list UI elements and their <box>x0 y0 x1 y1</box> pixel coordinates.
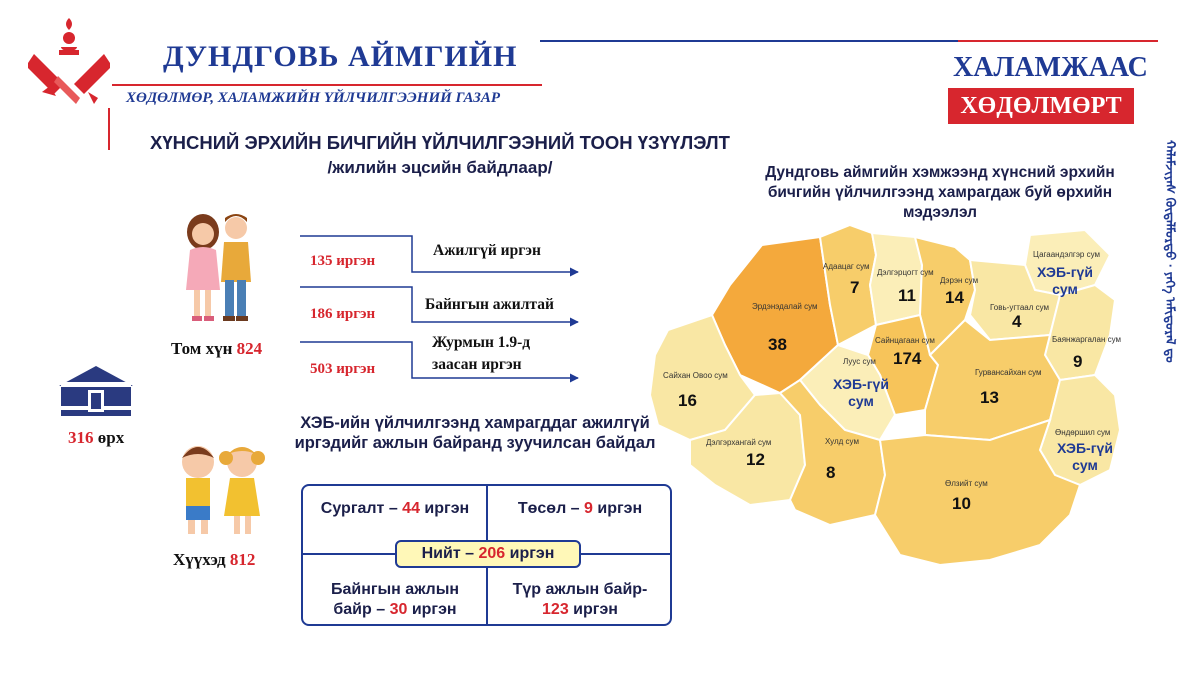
rule19-count: 503 иргэн <box>310 361 376 377</box>
soum-name-saikhan-ovoo: Сайхан Овоо сум <box>663 371 728 380</box>
employed-count: 186 иргэн <box>310 306 376 322</box>
soum-name-bayanjargalan: Баянжаргалан сум <box>1052 335 1122 344</box>
vertical-script: ᠬᠠᠯᠠᠮᠵᠢᠶᠠᠰ ᠬᠥᠳᠡᠯᠮᠦᠷᠲᠦ · ᠶᠡᠬᠡ ᠠᠮᠢᠳᠤᠷᠠᠯ ᠳᠤ <box>1163 140 1178 363</box>
man-icon <box>221 214 251 321</box>
header-divider-blue <box>540 40 960 42</box>
map-title: Дундговь аймгийн хэмжээнд хүнсний эрхийн бичгийн үйлчилгээнд хамрагдаж буй өрхийн мэдээлэл <box>765 164 1115 221</box>
soum-name-ulziit: Өлзийт сум <box>945 479 988 488</box>
rule19-label-2: заасан иргэн <box>432 356 522 373</box>
soum-value-gurvansaikhan: 13 <box>980 388 999 407</box>
slogan-line2: ХӨДӨЛМӨРТ <box>948 88 1134 124</box>
boy-icon <box>182 446 214 534</box>
soum-value-adaatsag: 7 <box>850 278 860 297</box>
soum-value-delgerkhangai: 12 <box>746 450 765 469</box>
adults-label: Том хүн <box>171 339 233 358</box>
placement-title: ХЭБ-ийн үйлчилгээнд хамрагддаг ажилгүй иргэдийг ажлын байранд зуучилсан байдал <box>294 414 656 452</box>
soum-value-luus: ХЭБ-гүй сум <box>833 376 889 409</box>
soyombo-icon <box>59 18 79 55</box>
main-title: ХҮНСНИЙ ЭРХИЙН БИЧГИЙН ҮЙЛЧИЛГЭЭНИЙ ТООН ҮЗҮҮЛЭЛТ <box>150 132 730 153</box>
soum-value-ulziit: 10 <box>952 494 971 513</box>
slogan-line1: ХАЛАМЖААС <box>953 52 1148 83</box>
main-subtitle: /жилийн эцсийн байдлаар/ <box>327 158 553 177</box>
header-divider-red <box>112 84 542 86</box>
permanent-cell: Байнгын ажлын байр – 30 иргэн <box>330 581 460 618</box>
households-total <box>68 428 124 448</box>
rule19-label-1: Журмын 1.9-д <box>432 334 531 351</box>
soum-value-delgertsogt: 11 <box>898 286 916 305</box>
training-cell: Сургалт – 44 иргэн <box>320 500 470 517</box>
ger-icon <box>55 362 137 422</box>
header-divider-red-right <box>958 40 1158 42</box>
soum-name-adaatsag: Адаацаг сум <box>823 262 870 271</box>
adults-value: 824 <box>236 339 263 358</box>
temporary-cell: Түр ажлын байр- 123 иргэн <box>512 581 648 618</box>
soum-name-delgertsogt: Дэлгэрцогт сум <box>877 268 934 277</box>
employed-label: Байнгын ажилтай <box>425 296 554 313</box>
cross-pencil-icon <box>28 54 110 104</box>
org-subtitle: ХӨДӨЛМӨР, ХАЛАМЖИЙН ҮЙЛЧИЛГЭЭНИЙ ГАЗАР <box>126 90 501 106</box>
soum-name-delgerkhangai: Дэлгэрхангай сум <box>706 438 772 447</box>
soum-name-gurvansaikhan: Гурвансайхан сум <box>975 368 1042 377</box>
soum-name-erdenedalai: Эрдэнэдалай сум <box>752 302 818 311</box>
households-value: 316 <box>68 428 94 447</box>
soum-name-luus: Луус сум <box>843 357 876 366</box>
org-title: ДУНДГОВЬ АЙМГИЙН <box>163 40 518 73</box>
soum-value-khuld: 8 <box>826 463 836 482</box>
children-label: Хүүхэд <box>173 550 226 569</box>
soum-name-deren: Дэрэн сум <box>940 276 979 285</box>
woman-icon <box>186 214 220 321</box>
soum-value-deren: 14 <box>945 288 964 307</box>
soum-name-tsagaandelger: Цагаандэлгэр сум <box>1033 250 1101 259</box>
adults-total <box>171 339 262 359</box>
unemployed-label: Ажилгүй иргэн <box>433 242 541 259</box>
region-delgertsogt <box>870 233 922 325</box>
soum-value-undurshil: ХЭБ-гүй сум <box>1057 440 1113 473</box>
logo <box>28 14 110 109</box>
unemployed-count: 135 иргэн <box>310 253 376 269</box>
girl-icon <box>219 447 265 534</box>
soum-value-govi-ugtaal: 4 <box>1012 312 1022 331</box>
left-frame-line <box>108 108 110 150</box>
children-illustration <box>168 440 273 540</box>
children-value: 812 <box>229 550 256 569</box>
soum-value-saintsagaan: 174 <box>893 349 922 368</box>
soum-value-erdenedalai: 38 <box>768 335 787 354</box>
households-unit: өрх <box>97 428 125 447</box>
total-badge: Нийт – 206 иргэн <box>395 540 581 568</box>
soum-name-undurshil: Өндөршил сум <box>1055 428 1111 437</box>
soum-name-govi-ugtaal: Говь-угтаал сум <box>990 303 1050 312</box>
adults-illustration <box>170 210 270 325</box>
project-cell: Төсөл – 9 иргэн <box>517 500 643 517</box>
soum-value-saikhan-ovoo: 16 <box>678 391 697 410</box>
soum-value-tsagaandelger: ХЭБ-гүй сум <box>1037 264 1093 297</box>
soum-name-khuld: Хулд сум <box>825 437 859 446</box>
soum-value-bayanjargalan: 9 <box>1073 352 1083 371</box>
children-total <box>173 550 255 570</box>
soum-name-saintsagaan: Сайнцагаан сум <box>875 336 935 345</box>
